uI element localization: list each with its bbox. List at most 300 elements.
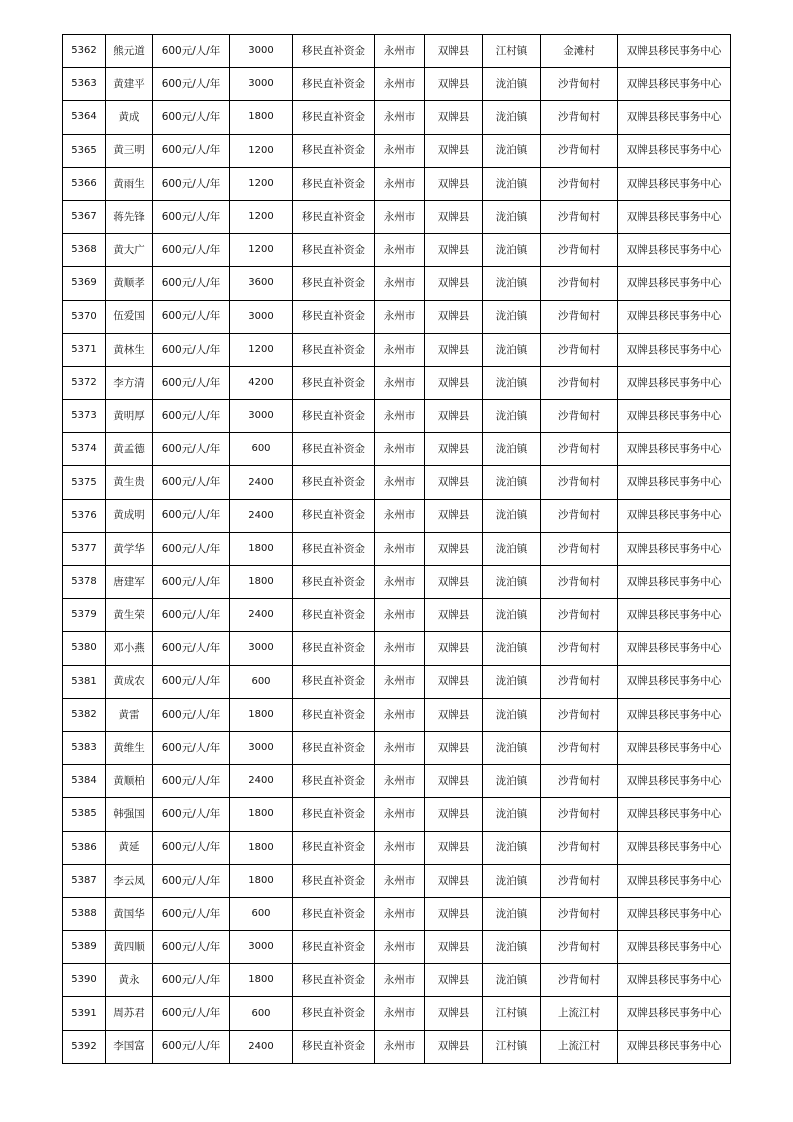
name-cell: 黄顺柏: [106, 765, 153, 798]
row-number-cell: 5390: [63, 964, 106, 997]
agency-cell: 双牌县移民事务中心: [618, 68, 731, 101]
amount-cell: 1800: [230, 698, 293, 731]
row-number-cell: 5392: [63, 1030, 106, 1063]
fund-type-cell: 移民直补资金: [293, 101, 375, 134]
county-cell: 双牌县: [425, 167, 483, 200]
name-cell: 邓小燕: [106, 632, 153, 665]
fund-type-cell: 移民直补资金: [293, 731, 375, 764]
city-cell: 永州市: [375, 433, 425, 466]
table-row: [63, 532, 731, 565]
agency-cell: 双牌县移民事务中心: [618, 632, 731, 665]
town-cell: 泷泊镇: [483, 665, 541, 698]
village-cell: 沙背甸村: [541, 798, 618, 831]
row-number-cell: 5383: [63, 731, 106, 764]
standard-cell: 600元/人/年: [153, 1030, 230, 1063]
name-cell: 唐建军: [106, 566, 153, 599]
agency-cell: 双牌县移民事务中心: [618, 300, 731, 333]
row-number-cell: 5384: [63, 765, 106, 798]
amount-cell: 600: [230, 997, 293, 1030]
town-cell: 泷泊镇: [483, 731, 541, 764]
agency-cell: 双牌县移民事务中心: [618, 35, 731, 68]
standard-cell: 600元/人/年: [153, 532, 230, 565]
standard-cell: 600元/人/年: [153, 665, 230, 698]
name-cell: 黄四顺: [106, 931, 153, 964]
village-cell: 沙背甸村: [541, 599, 618, 632]
county-cell: 双牌县: [425, 234, 483, 267]
row-number-cell: 5385: [63, 798, 106, 831]
city-cell: 永州市: [375, 931, 425, 964]
row-number-cell: 5381: [63, 665, 106, 698]
standard-cell: 600元/人/年: [153, 466, 230, 499]
row-number-cell: 5369: [63, 267, 106, 300]
table-row: [63, 731, 731, 764]
table-row: [63, 267, 731, 300]
standard-cell: 600元/人/年: [153, 35, 230, 68]
amount-cell: 3000: [230, 632, 293, 665]
city-cell: 永州市: [375, 267, 425, 300]
subsidy-table: [62, 34, 731, 1064]
fund-type-cell: 移民直补资金: [293, 632, 375, 665]
amount-cell: 1800: [230, 101, 293, 134]
standard-cell: 600元/人/年: [153, 333, 230, 366]
town-cell: 泷泊镇: [483, 466, 541, 499]
fund-type-cell: 移民直补资金: [293, 267, 375, 300]
county-cell: 双牌县: [425, 400, 483, 433]
table-row: [63, 997, 731, 1030]
fund-type-cell: 移民直补资金: [293, 997, 375, 1030]
fund-type-cell: 移民直补资金: [293, 665, 375, 698]
fund-type-cell: 移民直补资金: [293, 599, 375, 632]
village-cell: 沙背甸村: [541, 632, 618, 665]
town-cell: 泷泊镇: [483, 366, 541, 399]
village-cell: 沙背甸村: [541, 366, 618, 399]
name-cell: 黄顺孝: [106, 267, 153, 300]
amount-cell: 600: [230, 665, 293, 698]
agency-cell: 双牌县移民事务中心: [618, 831, 731, 864]
town-cell: 泷泊镇: [483, 798, 541, 831]
county-cell: 双牌县: [425, 101, 483, 134]
name-cell: 熊元道: [106, 35, 153, 68]
fund-type-cell: 移民直补资金: [293, 864, 375, 897]
row-number-cell: 5386: [63, 831, 106, 864]
name-cell: 李国富: [106, 1030, 153, 1063]
town-cell: 泷泊镇: [483, 897, 541, 930]
agency-cell: 双牌县移民事务中心: [618, 931, 731, 964]
city-cell: 永州市: [375, 35, 425, 68]
city-cell: 永州市: [375, 101, 425, 134]
county-cell: 双牌县: [425, 698, 483, 731]
county-cell: 双牌县: [425, 200, 483, 233]
village-cell: 沙背甸村: [541, 134, 618, 167]
row-number-cell: 5365: [63, 134, 106, 167]
fund-type-cell: 移民直补资金: [293, 532, 375, 565]
town-cell: 泷泊镇: [483, 101, 541, 134]
subsidy-table-body: [63, 35, 731, 1064]
table-row: [63, 566, 731, 599]
fund-type-cell: 移民直补资金: [293, 798, 375, 831]
name-cell: 韩强国: [106, 798, 153, 831]
village-cell: 沙背甸村: [541, 831, 618, 864]
county-cell: 双牌县: [425, 632, 483, 665]
village-cell: 沙背甸村: [541, 566, 618, 599]
amount-cell: 2400: [230, 599, 293, 632]
county-cell: 双牌县: [425, 765, 483, 798]
name-cell: 黄林生: [106, 333, 153, 366]
fund-type-cell: 移民直补资金: [293, 200, 375, 233]
standard-cell: 600元/人/年: [153, 964, 230, 997]
row-number-cell: 5370: [63, 300, 106, 333]
village-cell: 沙背甸村: [541, 300, 618, 333]
village-cell: 沙背甸村: [541, 499, 618, 532]
row-number-cell: 5364: [63, 101, 106, 134]
city-cell: 永州市: [375, 665, 425, 698]
fund-type-cell: 移民直补资金: [293, 366, 375, 399]
table-row: [63, 499, 731, 532]
name-cell: 黄学华: [106, 532, 153, 565]
standard-cell: 600元/人/年: [153, 897, 230, 930]
agency-cell: 双牌县移民事务中心: [618, 366, 731, 399]
fund-type-cell: 移民直补资金: [293, 1030, 375, 1063]
agency-cell: 双牌县移民事务中心: [618, 499, 731, 532]
amount-cell: 3600: [230, 267, 293, 300]
row-number-cell: 5368: [63, 234, 106, 267]
agency-cell: 双牌县移民事务中心: [618, 134, 731, 167]
village-cell: 沙背甸村: [541, 68, 618, 101]
row-number-cell: 5388: [63, 897, 106, 930]
standard-cell: 600元/人/年: [153, 831, 230, 864]
name-cell: 李方清: [106, 366, 153, 399]
amount-cell: 1200: [230, 134, 293, 167]
village-cell: 沙背甸村: [541, 931, 618, 964]
table-row: [63, 433, 731, 466]
city-cell: 永州市: [375, 964, 425, 997]
table-row: [63, 1030, 731, 1063]
name-cell: 李云凤: [106, 864, 153, 897]
standard-cell: 600元/人/年: [153, 632, 230, 665]
row-number-cell: 5389: [63, 931, 106, 964]
amount-cell: 1800: [230, 566, 293, 599]
town-cell: 泷泊镇: [483, 333, 541, 366]
amount-cell: 1800: [230, 964, 293, 997]
agency-cell: 双牌县移民事务中心: [618, 997, 731, 1030]
town-cell: 江村镇: [483, 997, 541, 1030]
amount-cell: 2400: [230, 1030, 293, 1063]
table-row: [63, 35, 731, 68]
town-cell: 泷泊镇: [483, 433, 541, 466]
city-cell: 永州市: [375, 68, 425, 101]
city-cell: 永州市: [375, 200, 425, 233]
amount-cell: 1200: [230, 234, 293, 267]
village-cell: 金滩村: [541, 35, 618, 68]
fund-type-cell: 移民直补资金: [293, 433, 375, 466]
standard-cell: 600元/人/年: [153, 400, 230, 433]
village-cell: 沙背甸村: [541, 234, 618, 267]
fund-type-cell: 移民直补资金: [293, 897, 375, 930]
village-cell: 上流江村: [541, 1030, 618, 1063]
county-cell: 双牌县: [425, 831, 483, 864]
standard-cell: 600元/人/年: [153, 366, 230, 399]
fund-type-cell: 移民直补资金: [293, 931, 375, 964]
table-row: [63, 234, 731, 267]
row-number-cell: 5378: [63, 566, 106, 599]
amount-cell: 3000: [230, 300, 293, 333]
name-cell: 黄维生: [106, 731, 153, 764]
county-cell: 双牌县: [425, 1030, 483, 1063]
fund-type-cell: 移民直补资金: [293, 964, 375, 997]
row-number-cell: 5372: [63, 366, 106, 399]
city-cell: 永州市: [375, 400, 425, 433]
amount-cell: 3000: [230, 68, 293, 101]
town-cell: 泷泊镇: [483, 566, 541, 599]
row-number-cell: 5387: [63, 864, 106, 897]
table-row: [63, 333, 731, 366]
village-cell: 沙背甸村: [541, 333, 618, 366]
row-number-cell: 5377: [63, 532, 106, 565]
city-cell: 永州市: [375, 897, 425, 930]
county-cell: 双牌县: [425, 897, 483, 930]
town-cell: 江村镇: [483, 1030, 541, 1063]
table-row: [63, 698, 731, 731]
amount-cell: 600: [230, 433, 293, 466]
town-cell: 江村镇: [483, 35, 541, 68]
agency-cell: 双牌县移民事务中心: [618, 897, 731, 930]
amount-cell: 1800: [230, 798, 293, 831]
row-number-cell: 5366: [63, 167, 106, 200]
agency-cell: 双牌县移民事务中心: [618, 333, 731, 366]
town-cell: 泷泊镇: [483, 765, 541, 798]
town-cell: 泷泊镇: [483, 400, 541, 433]
agency-cell: 双牌县移民事务中心: [618, 665, 731, 698]
fund-type-cell: 移民直补资金: [293, 68, 375, 101]
city-cell: 永州市: [375, 798, 425, 831]
town-cell: 泷泊镇: [483, 68, 541, 101]
amount-cell: 600: [230, 897, 293, 930]
village-cell: 沙背甸村: [541, 532, 618, 565]
amount-cell: 1800: [230, 831, 293, 864]
amount-cell: 2400: [230, 765, 293, 798]
name-cell: 黄生荣: [106, 599, 153, 632]
table-row: [63, 300, 731, 333]
fund-type-cell: 移民直补资金: [293, 234, 375, 267]
village-cell: 沙背甸村: [541, 964, 618, 997]
table-row: [63, 831, 731, 864]
agency-cell: 双牌县移民事务中心: [618, 731, 731, 764]
fund-type-cell: 移民直补资金: [293, 499, 375, 532]
agency-cell: 双牌县移民事务中心: [618, 864, 731, 897]
table-row: [63, 101, 731, 134]
name-cell: 蒋先锋: [106, 200, 153, 233]
agency-cell: 双牌县移民事务中心: [618, 167, 731, 200]
town-cell: 泷泊镇: [483, 532, 541, 565]
row-number-cell: 5373: [63, 400, 106, 433]
city-cell: 永州市: [375, 765, 425, 798]
standard-cell: 600元/人/年: [153, 200, 230, 233]
standard-cell: 600元/人/年: [153, 134, 230, 167]
name-cell: 黄延: [106, 831, 153, 864]
name-cell: 黄三明: [106, 134, 153, 167]
name-cell: 黄大广: [106, 234, 153, 267]
standard-cell: 600元/人/年: [153, 599, 230, 632]
city-cell: 永州市: [375, 997, 425, 1030]
county-cell: 双牌县: [425, 466, 483, 499]
name-cell: 黄雷: [106, 698, 153, 731]
city-cell: 永州市: [375, 532, 425, 565]
fund-type-cell: 移民直补资金: [293, 300, 375, 333]
agency-cell: 双牌县移民事务中心: [618, 466, 731, 499]
county-cell: 双牌县: [425, 333, 483, 366]
agency-cell: 双牌县移民事务中心: [618, 532, 731, 565]
agency-cell: 双牌县移民事务中心: [618, 964, 731, 997]
table-row: [63, 897, 731, 930]
name-cell: 黄永: [106, 964, 153, 997]
city-cell: 永州市: [375, 366, 425, 399]
amount-cell: 1200: [230, 200, 293, 233]
standard-cell: 600元/人/年: [153, 68, 230, 101]
row-number-cell: 5380: [63, 632, 106, 665]
amount-cell: 3000: [230, 35, 293, 68]
county-cell: 双牌县: [425, 499, 483, 532]
amount-cell: 2400: [230, 499, 293, 532]
village-cell: 沙背甸村: [541, 765, 618, 798]
village-cell: 沙背甸村: [541, 433, 618, 466]
town-cell: 泷泊镇: [483, 632, 541, 665]
city-cell: 永州市: [375, 167, 425, 200]
amount-cell: 3000: [230, 731, 293, 764]
name-cell: 黄孟德: [106, 433, 153, 466]
fund-type-cell: 移民直补资金: [293, 831, 375, 864]
row-number-cell: 5371: [63, 333, 106, 366]
standard-cell: 600元/人/年: [153, 698, 230, 731]
table-row: [63, 200, 731, 233]
standard-cell: 600元/人/年: [153, 267, 230, 300]
amount-cell: 2400: [230, 466, 293, 499]
table-row: [63, 798, 731, 831]
city-cell: 永州市: [375, 831, 425, 864]
county-cell: 双牌县: [425, 599, 483, 632]
city-cell: 永州市: [375, 499, 425, 532]
standard-cell: 600元/人/年: [153, 566, 230, 599]
village-cell: 沙背甸村: [541, 698, 618, 731]
county-cell: 双牌县: [425, 300, 483, 333]
county-cell: 双牌县: [425, 35, 483, 68]
city-cell: 永州市: [375, 864, 425, 897]
table-row: [63, 400, 731, 433]
agency-cell: 双牌县移民事务中心: [618, 234, 731, 267]
county-cell: 双牌县: [425, 731, 483, 764]
city-cell: 永州市: [375, 566, 425, 599]
amount-cell: 1200: [230, 333, 293, 366]
table-row: [63, 167, 731, 200]
village-cell: 上流江村: [541, 997, 618, 1030]
name-cell: 黄生贵: [106, 466, 153, 499]
agency-cell: 双牌县移民事务中心: [618, 798, 731, 831]
standard-cell: 600元/人/年: [153, 433, 230, 466]
fund-type-cell: 移民直补资金: [293, 35, 375, 68]
agency-cell: 双牌县移民事务中心: [618, 101, 731, 134]
agency-cell: 双牌县移民事务中心: [618, 1030, 731, 1063]
row-number-cell: 5391: [63, 997, 106, 1030]
city-cell: 永州市: [375, 599, 425, 632]
name-cell: 黄国华: [106, 897, 153, 930]
name-cell: 伍爱国: [106, 300, 153, 333]
amount-cell: 1800: [230, 532, 293, 565]
fund-type-cell: 移民直补资金: [293, 466, 375, 499]
county-cell: 双牌县: [425, 68, 483, 101]
village-cell: 沙背甸村: [541, 200, 618, 233]
standard-cell: 600元/人/年: [153, 997, 230, 1030]
standard-cell: 600元/人/年: [153, 765, 230, 798]
town-cell: 泷泊镇: [483, 167, 541, 200]
city-cell: 永州市: [375, 731, 425, 764]
village-cell: 沙背甸村: [541, 400, 618, 433]
agency-cell: 双牌县移民事务中心: [618, 433, 731, 466]
fund-type-cell: 移民直补资金: [293, 566, 375, 599]
fund-type-cell: 移民直补资金: [293, 698, 375, 731]
fund-type-cell: 移民直补资金: [293, 333, 375, 366]
row-number-cell: 5376: [63, 499, 106, 532]
amount-cell: 3000: [230, 931, 293, 964]
agency-cell: 双牌县移民事务中心: [618, 400, 731, 433]
amount-cell: 4200: [230, 366, 293, 399]
table-row: [63, 366, 731, 399]
fund-type-cell: 移民直补资金: [293, 167, 375, 200]
row-number-cell: 5379: [63, 599, 106, 632]
table-row: [63, 765, 731, 798]
agency-cell: 双牌县移民事务中心: [618, 599, 731, 632]
standard-cell: 600元/人/年: [153, 499, 230, 532]
town-cell: 泷泊镇: [483, 698, 541, 731]
agency-cell: 双牌县移民事务中心: [618, 566, 731, 599]
agency-cell: 双牌县移民事务中心: [618, 765, 731, 798]
name-cell: 周苏君: [106, 997, 153, 1030]
standard-cell: 600元/人/年: [153, 234, 230, 267]
standard-cell: 600元/人/年: [153, 864, 230, 897]
name-cell: 黄成农: [106, 665, 153, 698]
county-cell: 双牌县: [425, 532, 483, 565]
town-cell: 泷泊镇: [483, 300, 541, 333]
amount-cell: 1800: [230, 864, 293, 897]
name-cell: 黄建平: [106, 68, 153, 101]
village-cell: 沙背甸村: [541, 466, 618, 499]
agency-cell: 双牌县移民事务中心: [618, 267, 731, 300]
fund-type-cell: 移民直补资金: [293, 134, 375, 167]
village-cell: 沙背甸村: [541, 101, 618, 134]
row-number-cell: 5367: [63, 200, 106, 233]
village-cell: 沙背甸村: [541, 665, 618, 698]
row-number-cell: 5374: [63, 433, 106, 466]
town-cell: 泷泊镇: [483, 234, 541, 267]
city-cell: 永州市: [375, 1030, 425, 1063]
town-cell: 泷泊镇: [483, 267, 541, 300]
village-cell: 沙背甸村: [541, 167, 618, 200]
town-cell: 泷泊镇: [483, 831, 541, 864]
fund-type-cell: 移民直补资金: [293, 765, 375, 798]
town-cell: 泷泊镇: [483, 134, 541, 167]
agency-cell: 双牌县移民事务中心: [618, 698, 731, 731]
county-cell: 双牌县: [425, 566, 483, 599]
agency-cell: 双牌县移民事务中心: [618, 200, 731, 233]
city-cell: 永州市: [375, 134, 425, 167]
town-cell: 泷泊镇: [483, 200, 541, 233]
city-cell: 永州市: [375, 698, 425, 731]
county-cell: 双牌县: [425, 864, 483, 897]
standard-cell: 600元/人/年: [153, 167, 230, 200]
standard-cell: 600元/人/年: [153, 731, 230, 764]
county-cell: 双牌县: [425, 665, 483, 698]
table-row: [63, 665, 731, 698]
city-cell: 永州市: [375, 466, 425, 499]
city-cell: 永州市: [375, 632, 425, 665]
